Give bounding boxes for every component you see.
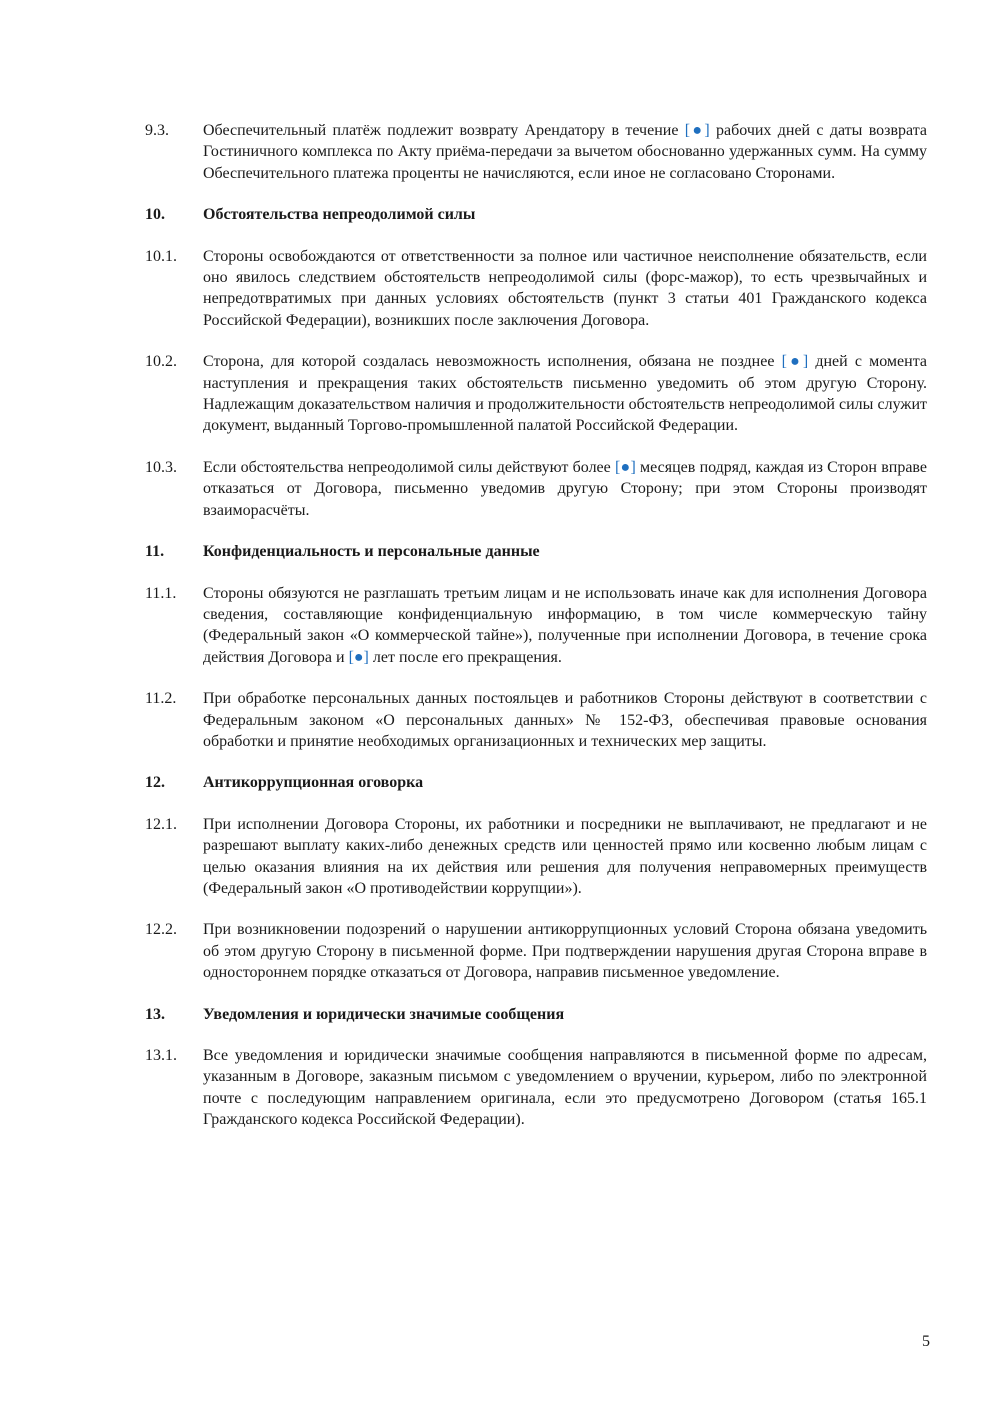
placeholder-marker: [●] [684, 122, 710, 139]
clause [145, 583, 927, 669]
section-title: Уведомления и юридически значимые сообщения [203, 1005, 565, 1023]
clause-text-segment: рабочих дней с даты возврата Гостиничного комплекса по Акту приёма-передачи за вычетом обоснованно удержанных сумм. На сумму Обеспечительного платежа проценты не начисляются, если иное не согласовано Сторонами. [203, 122, 928, 182]
clause-text [203, 246, 927, 332]
clause-text-segment: Стороны обязуются не разглашать третьим лицам и не использовать иначе как для исполнения Договора сведения, составляющие конфиденциальную информацию, в том числе коммерческую тайну (Федеральный закон «О коммерческой тайне»), полученные при исполнении Договора, в течение срока действия Договора и [203, 584, 927, 666]
section-title: Обстоятельства непреодолимой силы [203, 206, 476, 224]
section-heading [145, 1004, 927, 1025]
clause-text-segment: лет после его прекращения. [368, 648, 562, 666]
placeholder-marker: [●] [781, 353, 809, 371]
clause-number: 13.1. [145, 1047, 177, 1064]
clause-text-segment: При обработке персональных данных постояльцев и работников Стороны действуют в соответствии с Федеральным законом «О персональных данных» № 152-ФЗ, обеспечивая правовые основания обработки и принятие необходимых организационных и технических мер защиты. [203, 690, 927, 750]
section-number: 11. [145, 543, 165, 561]
clause-text [203, 457, 927, 521]
clause-number: 10.2. [145, 353, 177, 371]
clause-text [203, 814, 927, 900]
clause-text-segment: Стороны освобождаются от ответственности за полное или частичное неисполнение обязательств, если оно явилось следствием обстоятельств непреодолимой силы (форс-мажор), то есть чрезвычайных и непредотвратимых при данных условиях обстоятельств (пункт 3 статьи 401 Гражданского кодекса Российской Федерации), возникших после заключения Договора. [203, 247, 927, 329]
clause-number: 11.2. [145, 690, 177, 708]
clause-text-segment: месяцев подряд, каждая из Сторон вправе отказаться от Договора, письменно уведомив другую Сторону; при этом Стороны производят взаиморасчёты. [203, 458, 927, 519]
clause-number: 11.1. [145, 584, 177, 602]
clause-text-segment: Обеспечительный платёж подлежит возврату Арендатору в течение [203, 122, 685, 139]
section-number: 12. [145, 774, 165, 792]
clause-number: 9.3. [145, 122, 169, 139]
clause-number: 12.2. [145, 921, 177, 939]
placeholder-marker: [●] [615, 458, 636, 476]
clause-number: 10.1. [145, 247, 177, 265]
clause-number: 10.3. [145, 458, 177, 476]
clause [145, 246, 927, 332]
page-number: 5 [922, 1333, 930, 1350]
clause-text-segment: дней с момента наступления и прекращения таких обстоятельств письменно уведомить об этом другую Сторону. Надлежащим доказательством наличия и продолжительности обстоятельств непреодолимой силы служит документ, выданный Торгово-промышленной палатой Российской Федерации. [203, 353, 927, 435]
section-heading [145, 772, 927, 793]
clause [145, 814, 927, 900]
section-title: Антикоррупционная оговорка [203, 774, 424, 792]
document-body [145, 120, 927, 1151]
section-heading [145, 541, 927, 562]
section-title: Конфиденциальность и персональные данные [203, 543, 540, 561]
clause-number: 12.1. [145, 815, 177, 833]
clause-text-segment: При возникновении подозрений о нарушении антикоррупционных условий Сторона обязана уведомить об этом другую Сторону в письменной форме. При подтверждении нарушения другая Сторона вправе в одностороннем порядке отказаться от Договора, направив письменное уведомление. [203, 921, 927, 982]
clause [145, 688, 927, 752]
clause [145, 120, 927, 184]
clause-text [203, 120, 927, 184]
clause-text [203, 583, 927, 669]
clause [145, 351, 927, 437]
clause [145, 457, 927, 521]
clause-text [203, 351, 927, 437]
clause-text [203, 1045, 927, 1131]
clause-text-segment: Если обстоятельства непреодолимой силы действуют более [203, 458, 615, 476]
clause-text-segment: Все уведомления и юридически значимые сообщения направляются в письменной форме по адресам, указанным в Договоре, заказным письмом с уведомлением о вручении, курьером, либо по электронной почте с последующим направлением оригинала, если это предусмотрено Договором (статья 165.1 Гражданского кодекса Российской Федерации). [203, 1047, 927, 1129]
clause-text [203, 919, 927, 983]
clause [145, 919, 927, 983]
clause-text-segment: При исполнении Договора Стороны, их работники и посредники не выплачивают, не предлагают и не разрешают выплату каких-либо денежных средств или ценностей прямо или косвенно любым лицам с целью оказания влияния на их действия или решения для получения неправомерных преимуществ (Федеральный закон «О противодействии коррупции»). [203, 815, 927, 897]
placeholder-marker: [●] [348, 648, 369, 666]
section-number: 10. [145, 206, 165, 224]
clause [145, 1045, 927, 1131]
clause-text [203, 688, 927, 752]
clause-text-segment: Сторона, для которой создалась невозможность исполнения, обязана не позднее [203, 353, 782, 371]
section-number: 13. [145, 1005, 165, 1023]
section-heading [145, 204, 927, 225]
